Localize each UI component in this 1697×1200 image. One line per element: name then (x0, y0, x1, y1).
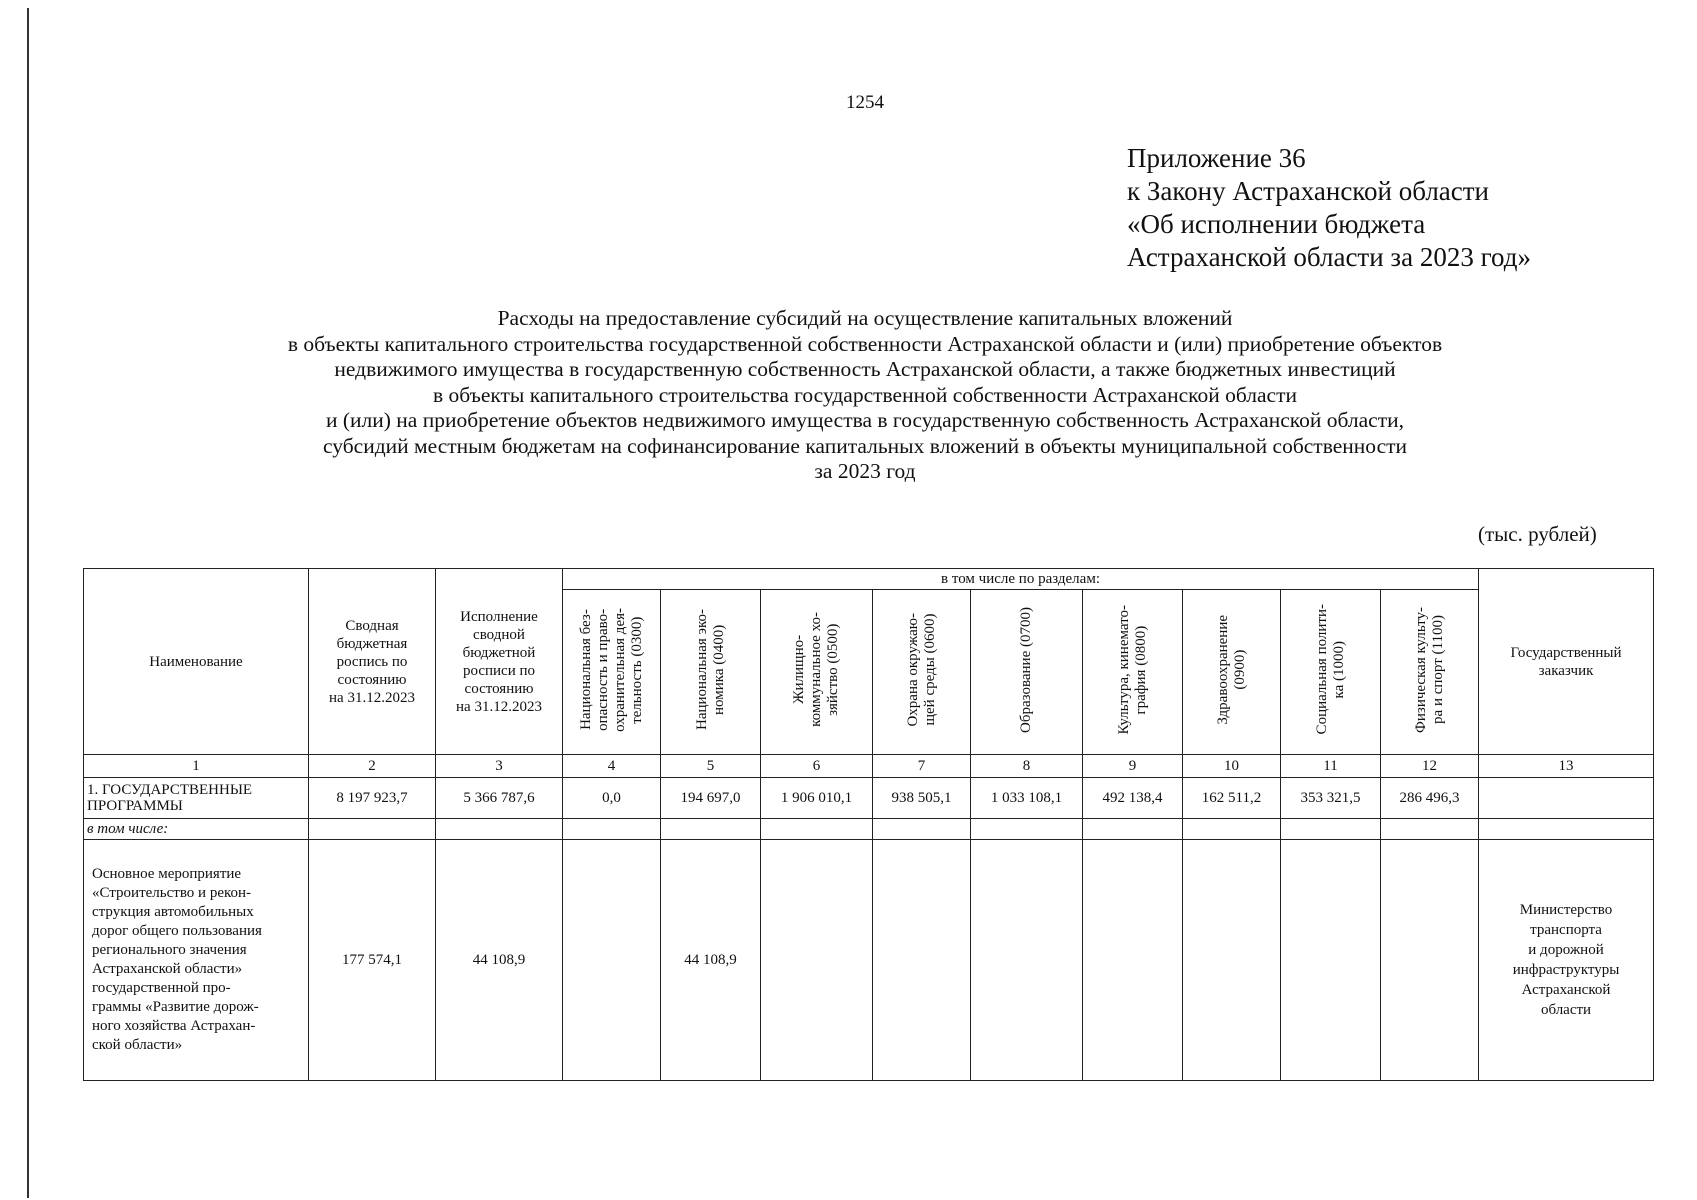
header-section-label: Образование (0700) (1018, 606, 1034, 733)
row-section-value: 1 033 108,1 (971, 778, 1083, 819)
row-section-value: 162 511,2 (1183, 778, 1281, 819)
column-number: 3 (436, 755, 563, 778)
empty-cell (1183, 819, 1281, 840)
header-section-label: Жилищно- коммунальное хо- зяйство (0500) (791, 612, 841, 727)
row-customer (1479, 778, 1654, 819)
row-execution: 44 108,9 (436, 840, 563, 1081)
title-line: в объекты капитального строительства государственной собственности Астраханской области и (или) приобретение объектов (287, 331, 1443, 356)
row-section-value (563, 840, 661, 1081)
column-number: 7 (873, 755, 971, 778)
title-line: в объекты капитального строительства государственной собственности Астраханской области (433, 382, 1297, 407)
header-section-0700 (971, 590, 1083, 755)
row-name: в том числе: (84, 819, 309, 840)
column-number: 13 (1479, 755, 1654, 778)
header-section-1100 (1381, 590, 1479, 755)
row-section-value: 286 496,3 (1381, 778, 1479, 819)
row-section-value (1381, 840, 1479, 1081)
header-plan: Сводная бюджетная роспись по состоянию на 31.12.2023 (309, 569, 436, 755)
header-row-top (84, 569, 1654, 590)
header-customer: Государственный заказчик (1479, 569, 1654, 755)
title-line: за 2023 год (814, 459, 916, 483)
column-number: 12 (1381, 755, 1479, 778)
empty-cell (1479, 819, 1654, 840)
header-execution: Исполнение сводной бюджетной росписи по состоянию на 31.12.2023 (436, 569, 563, 755)
column-number: 4 (563, 755, 661, 778)
row-section-value: 938 505,1 (873, 778, 971, 819)
row-section-value (1183, 840, 1281, 1081)
expenditure-table (83, 568, 1654, 1081)
row-section-value (1281, 840, 1381, 1081)
row-section-value: 1 906 010,1 (761, 778, 873, 819)
table-row-programs (84, 778, 1654, 819)
title-line: недвижимого имущества в государственную собственность Астраханской области, а также бюджетных инвестиций (334, 357, 1396, 381)
row-section-value (971, 840, 1083, 1081)
column-number: 1 (84, 755, 309, 778)
table-row-road-construction (84, 840, 1654, 1081)
header-section-1000 (1281, 590, 1381, 755)
row-plan: 177 574,1 (309, 840, 436, 1081)
row-section-value: 44 108,9 (661, 840, 761, 1081)
appendix-line: Приложение 36 (1127, 143, 1306, 173)
title-line: и (или) на приобретение объектов недвижимого имущества в государственную собственность Астраханской области, (325, 408, 1405, 432)
header-section-0600 (873, 590, 971, 755)
header-section-0800 (1083, 590, 1183, 755)
appendix-line: «Об исполнении бюджета (1127, 209, 1426, 239)
row-section-value (873, 840, 971, 1081)
column-number: 9 (1083, 755, 1183, 778)
unit-label: (тыс. рублей) (1478, 522, 1597, 546)
page-edge-line (27, 8, 29, 1198)
header-section-label: Социальная полити- ка (1000) (1313, 604, 1347, 735)
header-section-label: Национальная без- опасность и право- охранительная дея- тельность (0300) (577, 607, 645, 732)
column-number: 10 (1183, 755, 1281, 778)
row-plan: 8 197 923,7 (309, 778, 436, 819)
empty-cell (1083, 819, 1183, 840)
title-line: субсидий местным бюджетам на софинансирование капитальных вложений в объекты муниципальной собственности (322, 433, 1408, 458)
appendix-line: к Закону Астраханской области (1127, 176, 1490, 206)
empty-cell (1381, 819, 1479, 840)
empty-cell (436, 819, 563, 840)
row-section-value: 0,0 (563, 778, 661, 819)
header-section-0300 (563, 590, 661, 755)
column-number: 6 (761, 755, 873, 778)
header-section-label: Охрана окружаю- щей среды (0600) (904, 612, 938, 727)
empty-cell (1281, 819, 1381, 840)
empty-cell (873, 819, 971, 840)
column-number: 2 (309, 755, 436, 778)
table-row-including (84, 819, 1654, 840)
appendix-block (1127, 142, 1531, 274)
row-section-value (761, 840, 873, 1081)
empty-cell (661, 819, 761, 840)
empty-cell (309, 819, 436, 840)
row-customer: Министерство транспорта и дорожной инфраструктуры Астраханской области (1479, 840, 1654, 1081)
row-section-value: 492 138,4 (1083, 778, 1183, 819)
header-section-0500 (761, 590, 873, 755)
column-number: 11 (1281, 755, 1381, 778)
row-section-value: 353 321,5 (1281, 778, 1381, 819)
appendix-line: Астраханской области за 2023 год» (1127, 242, 1531, 272)
page-number: 1254 (846, 92, 884, 113)
header-name: Наименование (84, 569, 309, 755)
row-section-value: 194 697,0 (661, 778, 761, 819)
column-number: 5 (661, 755, 761, 778)
row-section-value (1083, 840, 1183, 1081)
empty-cell (971, 819, 1083, 840)
row-name: Основное мероприятие «Строительство и рекон- струкция автомобильных дорог общего пользования регионального значения Астраханской области» государственной про- граммы «Развитие дорож- ного хозяйства Астрахан- ской области» (84, 840, 309, 1081)
header-sections-group: в том числе по разделам: (563, 569, 1479, 590)
empty-cell (761, 819, 873, 840)
title-line: Расходы на предоставление субсидий на осуществление капитальных вложений (497, 306, 1233, 330)
header-section-label: Культура, кинемато- графия (0800) (1115, 604, 1149, 735)
header-section-label: Национальная эко- номика (0400) (693, 609, 727, 730)
row-name: 1. ГОСУДАРСТВЕННЫЕ ПРОГРАММЫ (84, 778, 309, 819)
header-section-0900 (1183, 590, 1281, 755)
header-section-0400 (661, 590, 761, 755)
header-section-label: Здравоохранение (0900) (1214, 614, 1248, 725)
empty-cell (563, 819, 661, 840)
row-execution: 5 366 787,6 (436, 778, 563, 819)
document-title (0, 306, 1697, 485)
column-number: 8 (971, 755, 1083, 778)
header-section-label: Физическая культу- ра и спорт (1100) (1412, 606, 1446, 733)
column-numbers-row (84, 755, 1654, 778)
